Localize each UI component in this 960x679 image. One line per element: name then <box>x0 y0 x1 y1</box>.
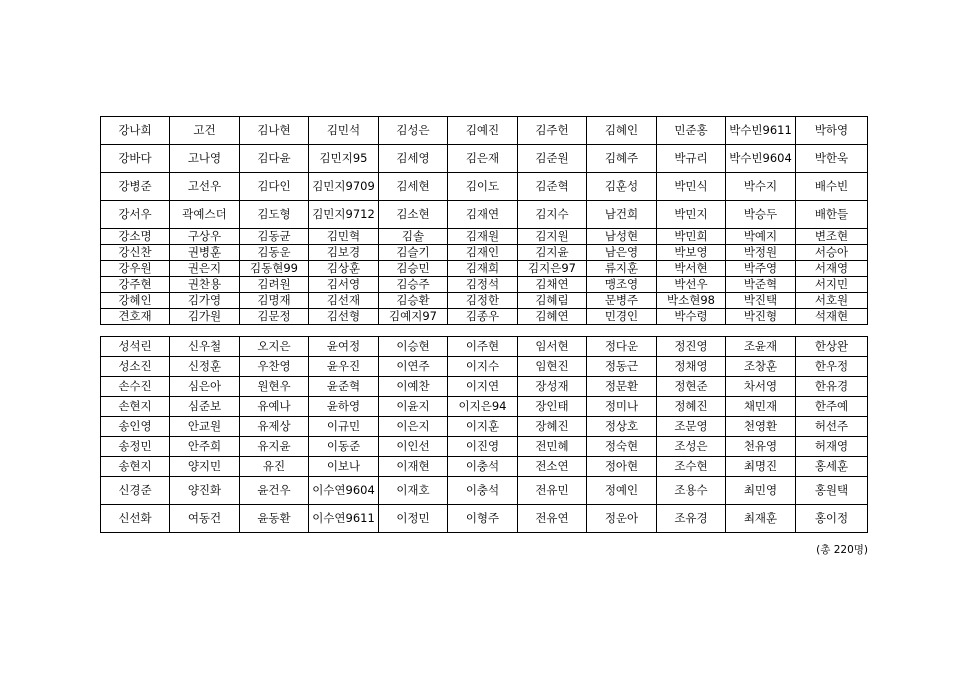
name-cell: 임서현 <box>518 337 587 357</box>
name-cell: 정동근 <box>587 357 657 377</box>
name-cell: 전소연 <box>518 457 587 477</box>
name-cell: 김승민 <box>379 261 448 277</box>
name-cell: 윤준혁 <box>309 377 379 397</box>
name-cell: 정숙현 <box>587 437 657 457</box>
name-cell: 김혜연 <box>518 309 587 325</box>
name-cell: 김혜림 <box>518 293 587 309</box>
name-cell: 안주희 <box>170 437 240 457</box>
name-cell: 천유영 <box>726 437 796 457</box>
name-cell: 김선형 <box>309 309 379 325</box>
name-cell: 홍이정 <box>796 505 868 533</box>
name-cell: 김세영 <box>379 145 448 173</box>
name-cell: 서호원 <box>796 293 868 309</box>
name-cell: 김동현99 <box>240 261 309 277</box>
name-cell: 조용수 <box>657 477 726 505</box>
name-cell: 박수빈9611 <box>726 117 796 145</box>
name-cell: 김승주 <box>379 277 448 293</box>
name-cell: 유진 <box>240 457 309 477</box>
name-cell: 이승현 <box>379 337 448 357</box>
name-cell: 김선재 <box>309 293 379 309</box>
name-cell: 최민영 <box>726 477 796 505</box>
name-cell: 오지은 <box>240 337 309 357</box>
name-cell: 윤동환 <box>240 505 309 533</box>
name-cell: 김채연 <box>518 277 587 293</box>
table-row <box>101 261 868 277</box>
name-cell: 김려원 <box>240 277 309 293</box>
name-cell: 윤여정 <box>309 337 379 357</box>
name-cell: 김민지95 <box>309 145 379 173</box>
name-cell: 유예나 <box>240 397 309 417</box>
name-cell: 맹조영 <box>587 277 657 293</box>
name-cell: 민경인 <box>587 309 657 325</box>
table-row <box>101 245 868 261</box>
name-cell: 김준원 <box>518 145 587 173</box>
name-cell: 정현준 <box>657 377 726 397</box>
name-cell: 곽예스더 <box>170 201 240 229</box>
name-cell: 김솔 <box>379 229 448 245</box>
name-cell: 박진택 <box>726 293 796 309</box>
name-cell: 한상완 <box>796 337 868 357</box>
name-cell: 박민지 <box>657 201 726 229</box>
name-cell: 고건 <box>170 117 240 145</box>
name-cell: 박예지 <box>726 229 796 245</box>
table-row <box>101 397 868 417</box>
table-row <box>101 293 868 309</box>
name-cell: 이지훈 <box>448 417 518 437</box>
name-cell: 신정훈 <box>170 357 240 377</box>
name-cell: 박한욱 <box>796 145 868 173</box>
name-cell: 정진영 <box>657 337 726 357</box>
name-cell: 박주영 <box>726 261 796 277</box>
name-cell: 김문정 <box>240 309 309 325</box>
name-cell: 조성은 <box>657 437 726 457</box>
name-cell: 박보영 <box>657 245 726 261</box>
name-cell: 한우정 <box>796 357 868 377</box>
name-cell: 서지민 <box>796 277 868 293</box>
name-cell: 김지원 <box>518 229 587 245</box>
name-cell: 강나희 <box>101 117 170 145</box>
name-cell: 전유연 <box>518 505 587 533</box>
name-cell: 석재현 <box>796 309 868 325</box>
name-cell: 김은재 <box>448 145 518 173</box>
name-cell: 송현지 <box>101 457 170 477</box>
name-cell: 김주헌 <box>518 117 587 145</box>
name-cell: 김동균 <box>240 229 309 245</box>
name-cell: 김지수 <box>518 201 587 229</box>
table-row <box>101 477 868 505</box>
name-cell: 박정원 <box>726 245 796 261</box>
name-cell: 박규리 <box>657 145 726 173</box>
name-cell: 남건희 <box>587 201 657 229</box>
name-cell: 정운아 <box>587 505 657 533</box>
name-cell: 윤건우 <box>240 477 309 505</box>
name-cell: 김소현 <box>379 201 448 229</box>
name-cell: 성소진 <box>101 357 170 377</box>
name-cell: 이규민 <box>309 417 379 437</box>
name-cell: 고나영 <box>170 145 240 173</box>
name-cell: 정상호 <box>587 417 657 437</box>
name-cell: 김명재 <box>240 293 309 309</box>
name-cell: 이지수 <box>448 357 518 377</box>
total-count-note: (총 220명) <box>816 544 868 556</box>
name-cell: 유지윤 <box>240 437 309 457</box>
name-cell: 김보경 <box>309 245 379 261</box>
name-cell: 김성은 <box>379 117 448 145</box>
name-cell: 이윤지 <box>379 397 448 417</box>
name-cell: 성석린 <box>101 337 170 357</box>
name-cell: 박진형 <box>726 309 796 325</box>
name-cell: 배한들 <box>796 201 868 229</box>
name-cell: 이수연9604 <box>309 477 379 505</box>
name-cell: 이진영 <box>448 437 518 457</box>
name-cell: 김재연 <box>448 201 518 229</box>
table-row <box>101 309 868 325</box>
name-cell: 김세현 <box>379 173 448 201</box>
name-cell: 김나현 <box>240 117 309 145</box>
name-cell: 손수진 <box>101 377 170 397</box>
table-row <box>101 505 868 533</box>
name-cell: 권병훈 <box>170 245 240 261</box>
name-cell: 최재훈 <box>726 505 796 533</box>
name-cell: 남은영 <box>587 245 657 261</box>
name-cell: 강주현 <box>101 277 170 293</box>
name-cell: 이충석 <box>448 457 518 477</box>
name-cell: 송인영 <box>101 417 170 437</box>
name-cell: 이보나 <box>309 457 379 477</box>
name-cell: 강바다 <box>101 145 170 173</box>
name-cell: 정미나 <box>587 397 657 417</box>
name-cell: 김혜인 <box>587 117 657 145</box>
name-cell: 송정민 <box>101 437 170 457</box>
name-cell: 류지훈 <box>587 261 657 277</box>
name-cell: 정채영 <box>657 357 726 377</box>
name-cell: 정다운 <box>587 337 657 357</box>
name-cell: 김지윤 <box>518 245 587 261</box>
name-cell: 김다인 <box>240 173 309 201</box>
name-cell: 유제상 <box>240 417 309 437</box>
name-cell: 김종우 <box>448 309 518 325</box>
name-cell: 채민재 <box>726 397 796 417</box>
name-cell: 김훈성 <box>587 173 657 201</box>
table-row <box>101 457 868 477</box>
table-row <box>101 337 868 357</box>
name-table-2 <box>100 336 868 533</box>
table-row <box>101 201 868 229</box>
name-cell: 김예지97 <box>379 309 448 325</box>
name-cell: 이수연9611 <box>309 505 379 533</box>
name-cell: 허재영 <box>796 437 868 457</box>
name-cell: 김이도 <box>448 173 518 201</box>
name-cell: 변조현 <box>796 229 868 245</box>
name-cell: 신선화 <box>101 505 170 533</box>
name-cell: 전민혜 <box>518 437 587 457</box>
name-cell: 안교원 <box>170 417 240 437</box>
name-cell: 강신찬 <box>101 245 170 261</box>
name-cell: 이정민 <box>379 505 448 533</box>
name-cell: 강서우 <box>101 201 170 229</box>
name-cell: 우찬영 <box>240 357 309 377</box>
name-cell: 박서현 <box>657 261 726 277</box>
name-cell: 김가영 <box>170 293 240 309</box>
name-cell: 이지연 <box>448 377 518 397</box>
name-cell: 이충석 <box>448 477 518 505</box>
name-cell: 정아현 <box>587 457 657 477</box>
name-cell: 김예진 <box>448 117 518 145</box>
name-cell: 서재영 <box>796 261 868 277</box>
name-cell: 배수빈 <box>796 173 868 201</box>
name-cell: 홍원택 <box>796 477 868 505</box>
table-row <box>101 117 868 145</box>
name-cell: 조윤재 <box>726 337 796 357</box>
name-cell: 김동운 <box>240 245 309 261</box>
name-cell: 심준보 <box>170 397 240 417</box>
name-cell: 김서영 <box>309 277 379 293</box>
name-cell: 박준혁 <box>726 277 796 293</box>
name-cell: 정예인 <box>587 477 657 505</box>
name-cell: 한유경 <box>796 377 868 397</box>
table-row <box>101 229 868 245</box>
name-cell: 양지민 <box>170 457 240 477</box>
table-row <box>101 357 868 377</box>
name-cell: 박민희 <box>657 229 726 245</box>
name-cell: 김재원 <box>448 229 518 245</box>
name-cell: 최명진 <box>726 457 796 477</box>
name-cell: 조수현 <box>657 457 726 477</box>
name-cell: 손현지 <box>101 397 170 417</box>
name-cell: 임현진 <box>518 357 587 377</box>
name-cell: 김민석 <box>309 117 379 145</box>
name-cell: 구상우 <box>170 229 240 245</box>
name-cell: 권찬용 <box>170 277 240 293</box>
name-cell: 남성현 <box>587 229 657 245</box>
name-cell: 이예찬 <box>379 377 448 397</box>
name-cell: 양진화 <box>170 477 240 505</box>
name-cell: 김슬기 <box>379 245 448 261</box>
table-row <box>101 277 868 293</box>
name-cell: 민준홍 <box>657 117 726 145</box>
name-cell: 이지은94 <box>448 397 518 417</box>
name-cell: 김민혁 <box>309 229 379 245</box>
table-row <box>101 377 868 397</box>
name-cell: 견호재 <box>101 309 170 325</box>
table-row <box>101 145 868 173</box>
name-cell: 강우원 <box>101 261 170 277</box>
name-cell: 윤우진 <box>309 357 379 377</box>
name-cell: 천영환 <box>726 417 796 437</box>
name-cell: 김상훈 <box>309 261 379 277</box>
name-cell: 권은지 <box>170 261 240 277</box>
name-cell: 박승두 <box>726 201 796 229</box>
name-cell: 김재인 <box>448 245 518 261</box>
name-cell: 윤하영 <box>309 397 379 417</box>
name-cell: 서승아 <box>796 245 868 261</box>
name-cell: 박수령 <box>657 309 726 325</box>
name-cell: 조창훈 <box>726 357 796 377</box>
name-cell: 여동건 <box>170 505 240 533</box>
name-cell: 이동준 <box>309 437 379 457</box>
name-cell: 이재호 <box>379 477 448 505</box>
name-cell: 박민식 <box>657 173 726 201</box>
name-cell: 김정석 <box>448 277 518 293</box>
name-cell: 박하영 <box>796 117 868 145</box>
name-cell: 장인태 <box>518 397 587 417</box>
name-cell: 이인선 <box>379 437 448 457</box>
name-cell: 김민지9709 <box>309 173 379 201</box>
table-row <box>101 417 868 437</box>
name-cell: 이형주 <box>448 505 518 533</box>
name-cell: 한주예 <box>796 397 868 417</box>
name-cell: 김도형 <box>240 201 309 229</box>
name-table-1 <box>100 116 868 325</box>
name-cell: 이은지 <box>379 417 448 437</box>
name-cell: 김재희 <box>448 261 518 277</box>
name-cell: 김민지9712 <box>309 201 379 229</box>
name-cell: 김지은97 <box>518 261 587 277</box>
name-cell: 차서영 <box>726 377 796 397</box>
name-cell: 신우철 <box>170 337 240 357</box>
name-cell: 이주현 <box>448 337 518 357</box>
name-cell: 장성재 <box>518 377 587 397</box>
name-cell: 조유경 <box>657 505 726 533</box>
name-cell: 신경준 <box>101 477 170 505</box>
name-cell: 홍세훈 <box>796 457 868 477</box>
name-cell: 김정한 <box>448 293 518 309</box>
name-cell: 허선주 <box>796 417 868 437</box>
table-row <box>101 173 868 201</box>
name-cell: 고선우 <box>170 173 240 201</box>
name-cell: 정혜진 <box>657 397 726 417</box>
name-cell: 김승환 <box>379 293 448 309</box>
name-cell: 김혜주 <box>587 145 657 173</box>
name-cell: 원현우 <box>240 377 309 397</box>
name-cell: 강병준 <box>101 173 170 201</box>
name-cell: 박수빈9604 <box>726 145 796 173</box>
name-cell: 박소현98 <box>657 293 726 309</box>
name-cell: 박선우 <box>657 277 726 293</box>
name-cell: 정문환 <box>587 377 657 397</box>
name-cell: 강혜인 <box>101 293 170 309</box>
name-cell: 이재현 <box>379 457 448 477</box>
name-cell: 문병주 <box>587 293 657 309</box>
name-cell: 조문영 <box>657 417 726 437</box>
name-cell: 심은아 <box>170 377 240 397</box>
table-row <box>101 437 868 457</box>
name-cell: 장혜진 <box>518 417 587 437</box>
name-cell: 전유민 <box>518 477 587 505</box>
name-cell: 김가원 <box>170 309 240 325</box>
name-cell: 이연주 <box>379 357 448 377</box>
name-cell: 김준혁 <box>518 173 587 201</box>
name-cell: 강소명 <box>101 229 170 245</box>
name-cell: 김다윤 <box>240 145 309 173</box>
name-cell: 박수지 <box>726 173 796 201</box>
